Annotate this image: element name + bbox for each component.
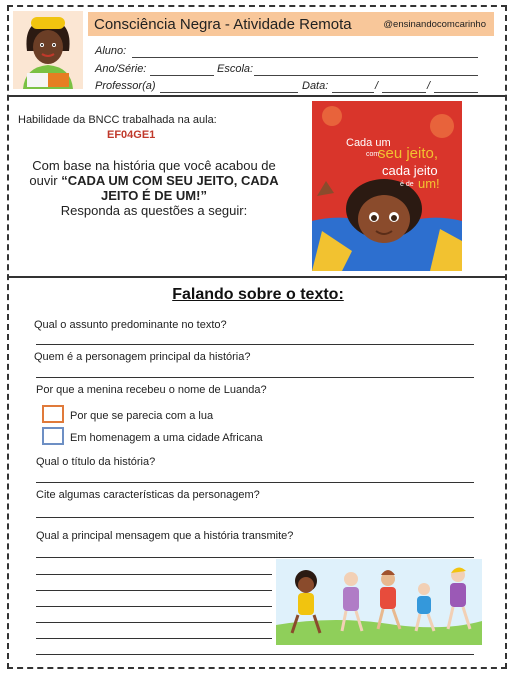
- cover-title-2: com: [366, 151, 380, 158]
- answer-line-5[interactable]: [36, 517, 474, 518]
- children-playing-illustration: [276, 559, 482, 645]
- ano-serie-label: Ano/Série:: [95, 63, 147, 75]
- bncc-skill-code: EF04GE1: [107, 129, 156, 141]
- ano-serie-line[interactable]: [150, 75, 214, 76]
- option-checkbox-1[interactable]: [42, 405, 64, 423]
- question-6: Qual a principal mensagem que a história transmite?: [36, 530, 294, 542]
- professor-line[interactable]: [160, 92, 298, 93]
- escola-line[interactable]: [254, 75, 478, 76]
- answer-line-6d[interactable]: [36, 606, 272, 607]
- question-2: Quem é a personagem principal da história?: [34, 351, 251, 363]
- date-slash-2: /: [427, 80, 431, 92]
- instruction-intro: Com base na história que você acabou de ouvir: [29, 158, 276, 188]
- worksheet-title: Consciência Negra - Atividade Remota: [94, 15, 352, 33]
- option-label-2: Em homenagem a uma cidade Africana: [70, 432, 263, 444]
- story-title-bold: “CADA UM COM SEU JEITO, CADA JEITO É DE UM!”: [61, 173, 279, 203]
- answer-line-6c[interactable]: [36, 590, 272, 591]
- cover-title-5: é de: [400, 181, 414, 188]
- question-5: Cite algumas características da personagem?: [36, 489, 260, 501]
- answer-line-6a[interactable]: [36, 557, 474, 558]
- header-divider: [7, 95, 507, 97]
- instruction-action: Responda as questões a seguir:: [60, 203, 248, 218]
- date-slash-1: /: [375, 80, 379, 92]
- bncc-skill-label: Habilidade da BNCC trabalhada na aula:: [18, 114, 217, 126]
- aluno-label: Aluno:: [95, 45, 127, 57]
- teacher-illustration: [13, 11, 83, 89]
- question-4: Qual o título da história?: [36, 456, 156, 468]
- title-bar: [88, 12, 494, 36]
- answer-line-6e[interactable]: [36, 622, 272, 623]
- question-3: Por que a menina recebeu o nome de Luanda?: [36, 384, 267, 396]
- data-year-line[interactable]: [434, 92, 478, 93]
- cover-title-1: Cada um: [346, 137, 391, 149]
- section-title: Falando sobre o texto:: [172, 286, 344, 303]
- instructions: [18, 158, 290, 218]
- option-checkbox-2[interactable]: [42, 427, 64, 445]
- cover-title-3: seu jeito,: [378, 145, 439, 162]
- answer-line-1[interactable]: [36, 344, 474, 345]
- data-day-line[interactable]: [332, 92, 374, 93]
- answer-line-4[interactable]: [36, 482, 474, 483]
- option-label-1: Por que se parecia com a lua: [70, 410, 214, 422]
- aluno-line[interactable]: [132, 57, 478, 58]
- cover-title-4: cada jeito: [382, 163, 438, 178]
- question-1: Qual o assunto predominante no texto?: [34, 319, 227, 331]
- data-month-line[interactable]: [382, 92, 426, 93]
- escola-label: Escola:: [217, 63, 254, 75]
- answer-line-6f[interactable]: [36, 638, 272, 639]
- professor-label: Professor(a): [95, 80, 156, 92]
- skill-divider: [7, 276, 507, 278]
- data-label: Data:: [302, 80, 329, 92]
- answer-line-6b[interactable]: [36, 574, 272, 575]
- answer-line-2[interactable]: [36, 377, 474, 378]
- answer-line-6g[interactable]: [36, 654, 474, 655]
- book-cover-image: [312, 101, 462, 271]
- author-handle: @ensinandocomcarinho: [383, 19, 486, 30]
- cover-title-6: um!: [418, 176, 440, 191]
